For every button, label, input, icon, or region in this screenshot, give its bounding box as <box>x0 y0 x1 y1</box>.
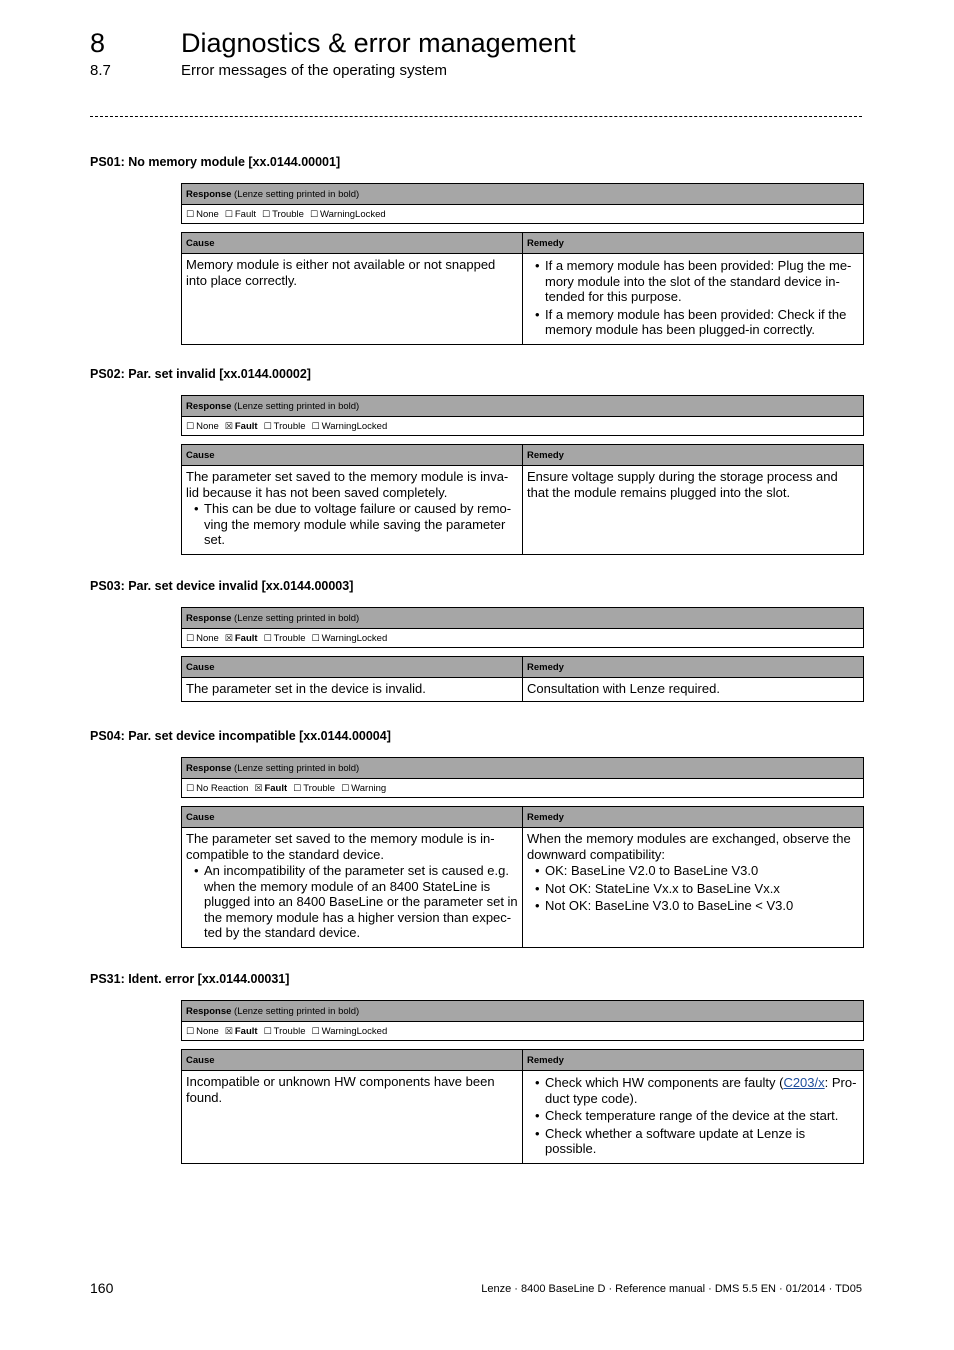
response-table <box>181 395 864 436</box>
response-label: Response <box>186 188 232 200</box>
error-section-4 <box>90 729 864 940</box>
cause-remedy-table <box>181 806 864 948</box>
checkbox-icon: ☐ <box>293 783 302 794</box>
checkbox-icon: ☐ <box>263 1026 272 1037</box>
response-note: (Lenze setting printed in bold) <box>231 612 360 624</box>
cause-remedy-table <box>181 656 864 702</box>
error-section-1 <box>90 155 864 337</box>
response-option <box>186 783 248 794</box>
response-option-label: Fault <box>264 782 288 794</box>
remedy-bullets <box>527 258 859 338</box>
response-option <box>312 633 388 644</box>
response-header <box>182 396 864 417</box>
remedy-bullet: • Check temperature range of the device at the start. <box>545 1108 859 1124</box>
section-number: 8.7 <box>90 62 111 79</box>
response-option <box>262 209 304 220</box>
remedy-cell <box>523 466 864 555</box>
response-label: Response <box>186 1005 232 1017</box>
response-option-label: None <box>196 1025 219 1037</box>
checkbox-icon: ☐ <box>262 209 271 220</box>
response-option <box>293 783 335 794</box>
response-option <box>341 783 386 794</box>
checkbox-icon: ☐ <box>263 633 272 644</box>
response-options <box>182 205 864 224</box>
remedy-bullet: • Not OK: StateLine Vx.x to BaseLine Vx.x <box>545 881 859 897</box>
cause-header: Cause <box>182 445 523 466</box>
checkbox-icon: ☐ <box>309 209 319 220</box>
response-options <box>182 417 864 436</box>
error-heading: PS01: No memory module [xx.0144.00001] <box>90 155 341 169</box>
response-header <box>182 608 864 629</box>
section-title: Error messages of the operating system <box>181 62 447 79</box>
checkbox-icon: ☐ <box>341 783 350 794</box>
response-option <box>225 209 256 220</box>
response-option <box>225 1026 258 1037</box>
response-note: (Lenze setting printed in bold) <box>231 1005 360 1017</box>
response-option <box>254 783 287 794</box>
cause-text: The parameter set saved to the memory module is in-compatible to the standard device. <box>186 831 495 862</box>
page-number: 160 <box>90 1280 114 1296</box>
remedy-bullet: • If a memory module has been provided: Plug the me-mory module into the slot of the standard device in-tended for this purpose. <box>545 258 859 305</box>
error-heading: PS31: Ident. error [xx.0144.00031] <box>90 972 290 986</box>
cause-bullets <box>186 863 518 941</box>
response-table <box>181 757 864 798</box>
checkbox-icon: ☐ <box>186 209 195 220</box>
response-option <box>312 1026 388 1037</box>
checkbox-icon: ☐ <box>186 783 195 794</box>
response-table <box>181 1000 864 1041</box>
remedy-header: Remedy <box>523 445 864 466</box>
response-option-label: WarningLocked <box>321 420 388 432</box>
response-option <box>225 633 258 644</box>
checked-box-icon: ☒ <box>224 633 233 644</box>
response-option-label: WarningLocked <box>321 1025 388 1037</box>
cause-cell <box>182 254 523 345</box>
cause-header: Cause <box>182 807 523 828</box>
response-option <box>264 633 306 644</box>
cause-header: Cause <box>182 1050 523 1071</box>
response-option-label: Trouble <box>273 632 306 644</box>
remedy-cell <box>523 254 864 345</box>
response-option-label: None <box>196 208 219 220</box>
remedy-text: When the memory modules are exchanged, observe the downward compatibility: <box>527 831 851 862</box>
remedy-bullet <box>545 1075 859 1106</box>
error-section-2 <box>90 367 864 547</box>
response-options <box>182 1022 864 1041</box>
cause-header: Cause <box>182 233 523 254</box>
cause-text: The parameter set saved to the memory module is inva-lid because it has not been saved completely. <box>186 469 509 500</box>
error-section-3 <box>90 579 864 696</box>
checkbox-icon: ☐ <box>311 421 320 432</box>
cause-bullet: • This can be due to voltage failure or caused by remo-ving the memory module while saving the parameter set. <box>204 501 518 548</box>
checkbox-icon: ☐ <box>186 421 195 432</box>
response-options <box>182 779 864 798</box>
checked-box-icon: ☒ <box>254 783 263 794</box>
checkbox-icon: ☐ <box>224 209 233 220</box>
remedy-bullet: • If a memory module has been provided: Check if the memory module has been plugged-in correctly. <box>545 307 859 338</box>
cause-remedy-table <box>181 1049 864 1164</box>
cause-bullets <box>186 501 518 548</box>
response-option-label: None <box>196 420 219 432</box>
response-option <box>186 209 219 220</box>
response-header <box>182 1001 864 1022</box>
remedy-bullet-text: Check which HW components are faulty ( <box>545 1075 784 1090</box>
remedy-bullets <box>527 863 859 914</box>
remedy-header: Remedy <box>523 233 864 254</box>
response-option-label: WarningLocked <box>321 632 388 644</box>
response-option-label: Trouble <box>303 782 336 794</box>
error-section-5 <box>90 972 864 1156</box>
response-note: (Lenze setting printed in bold) <box>231 762 360 774</box>
cause-header: Cause <box>182 657 523 678</box>
response-option <box>225 421 258 432</box>
response-option <box>312 421 388 432</box>
cause-cell <box>182 678 523 702</box>
response-table <box>181 183 864 224</box>
response-option-label: Trouble <box>273 420 306 432</box>
checkbox-icon: ☐ <box>263 421 272 432</box>
cause-cell <box>182 828 523 948</box>
remedy-cell <box>523 1071 864 1164</box>
cause-text: The parameter set in the device is invalid. <box>186 681 426 696</box>
response-option <box>264 1026 306 1037</box>
response-option-label: Trouble <box>272 208 304 220</box>
response-option-label: Warning <box>351 782 387 794</box>
cause-remedy-table <box>181 232 864 345</box>
response-option <box>310 209 386 220</box>
response-option-label: No Reaction <box>196 782 249 794</box>
response-note: (Lenze setting printed in bold) <box>231 188 360 200</box>
error-heading: PS04: Par. set device incompatible [xx.0144.00004] <box>90 729 391 743</box>
error-heading: PS02: Par. set invalid [xx.0144.00002] <box>90 367 311 381</box>
response-table <box>181 607 864 648</box>
response-options <box>182 629 864 648</box>
remedy-bullet: • Not OK: BaseLine V3.0 to BaseLine < V3.0 <box>545 898 859 914</box>
remedy-cell <box>523 678 864 702</box>
remedy-cell <box>523 828 864 948</box>
chapter-number: 8 <box>90 28 106 58</box>
response-option <box>186 633 219 644</box>
remedy-header: Remedy <box>523 657 864 678</box>
remedy-bullet: • OK: BaseLine V2.0 to BaseLine V3.0 <box>545 863 859 879</box>
checkbox-icon: ☐ <box>186 1026 195 1037</box>
response-option-label: Fault <box>234 420 258 432</box>
response-label: Response <box>186 612 232 624</box>
response-option-label: WarningLocked <box>320 208 386 220</box>
cause-cell <box>182 466 523 555</box>
header-divider <box>90 116 862 117</box>
remedy-bullets <box>527 1075 859 1157</box>
remedy-text: Consultation with Lenze required. <box>527 681 720 696</box>
response-label: Response <box>186 762 232 774</box>
cause-text: Incompatible or unknown HW components have been found. <box>186 1074 495 1105</box>
checkbox-icon: ☐ <box>186 633 195 644</box>
remedy-text: Ensure voltage supply during the storage process and that the module remains plugged into the slot. <box>527 469 838 500</box>
error-heading: PS03: Par. set device invalid [xx.0144.00003] <box>90 579 354 593</box>
response-header <box>182 184 864 205</box>
response-option-label: Fault <box>234 1025 258 1037</box>
checked-box-icon: ☒ <box>224 421 233 432</box>
response-option-label: None <box>196 632 219 644</box>
remedy-bullet: • Check whether a software update at Lenze is possible. <box>545 1126 859 1157</box>
response-option-label: Fault <box>234 208 256 220</box>
chapter-title: Diagnostics & error management <box>181 28 576 58</box>
response-option <box>264 421 306 432</box>
response-option-label: Trouble <box>273 1025 306 1037</box>
response-label: Response <box>186 400 232 412</box>
cause-bullet: • An incompatibility of the parameter set is caused e.g. when the memory module of an 8400 StateLine is plugged into an 8400 BaseLine or the parameter set in the memory module has a higher version than expec-ted by the standard device. <box>204 863 518 941</box>
footer-doc-info: Lenze · 8400 BaseLine D · Reference manual · DMS 5.5 EN · 01/2014 · TD05 <box>481 1283 862 1295</box>
checked-box-icon: ☒ <box>224 1026 233 1037</box>
cause-text: Memory module is either not available or not snapped into place correctly. <box>186 257 496 288</box>
response-header <box>182 758 864 779</box>
cause-remedy-table <box>181 444 864 555</box>
code-link[interactable]: C203/x <box>783 1075 825 1090</box>
response-option-label: Fault <box>234 632 258 644</box>
response-option <box>186 421 219 432</box>
response-note: (Lenze setting printed in bold) <box>231 400 360 412</box>
remedy-header: Remedy <box>523 807 864 828</box>
cause-cell <box>182 1071 523 1164</box>
checkbox-icon: ☐ <box>311 633 320 644</box>
checkbox-icon: ☐ <box>311 1026 320 1037</box>
remedy-header: Remedy <box>523 1050 864 1071</box>
remedy-bullet-text: : Pro-duct type code). <box>545 1075 857 1106</box>
response-option <box>186 1026 219 1037</box>
